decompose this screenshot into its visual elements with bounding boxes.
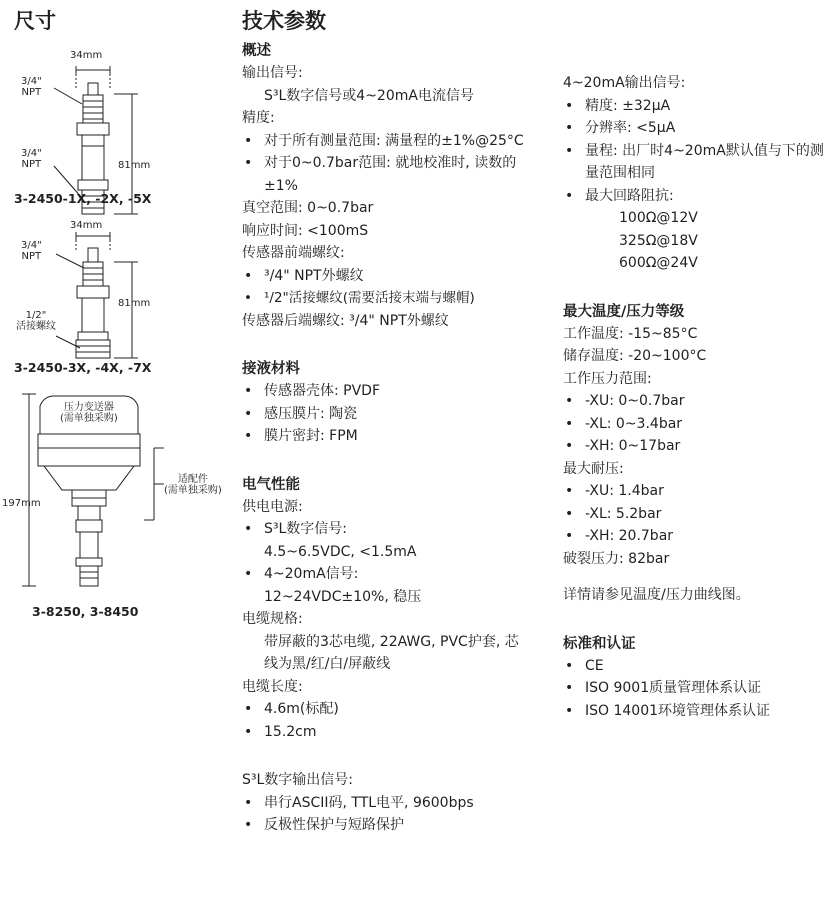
dim-npt-top-2: 3/4" NPT [21,240,42,262]
loop-impedance: 600Ω@24V [619,255,698,271]
cable-length-item: • 15.2cm [242,721,532,744]
dim-width-2: 34mm [70,220,103,231]
ma-output-item: • 最大回路阻抗: [563,185,825,208]
ma-output-label: 4~20mA输出信号: [563,75,686,91]
specs-title: 技术参数 [242,9,326,33]
front-thread-label: 传感器前端螺纹: [242,245,345,261]
ma-output-item: • 量程: 出厂时4~20mA默认值与下的测量范围相同 [563,140,825,185]
max-pressure-item: • -XU: 1.4bar [563,480,825,503]
dim-union-2: 1/2" 活接螺纹 [16,310,56,332]
electrical-heading: 电气性能 [242,476,300,493]
s3l-output-label: S³L数字输出信号: [242,772,354,788]
pressure-range-item: • -XH: 0~17bar [563,435,825,458]
cable-length-item: • 4.6m(标配) [242,698,532,721]
front-thread-item: • ³/4" NPT外螺纹 [242,265,532,288]
burst-pressure: 破裂压力: 82bar [563,550,670,567]
s3l-supply-label: • S³L数字信号: [242,518,532,541]
standards-heading: 标准和认证 [563,635,636,652]
accuracy-item: • 对于所有测量范围: 满量程的±1%@25°C [242,130,532,153]
cable-value: 带屏蔽的3芯电缆, 22AWG, PVC护套, 芯线为黑/红/白/屏蔽线 [264,633,519,672]
label-fitting: 适配件 (需单独采购) [164,474,222,496]
cable-length-label: 电缆长度: [242,678,303,695]
max-pressure-label: 最大耐压: [563,460,624,477]
accuracy-item: • 对于0~0.7bar范围: 就地校准时, 读数的±1% [242,152,532,197]
vacuum-range: 真空范围: 0~0.7bar [242,200,374,216]
accuracy-label: 精度: [242,110,275,126]
dimensions-title: 尺寸 [14,9,56,33]
output-label: 输出信号: [242,65,303,81]
wetted-item: • 感压膜片: 陶瓷 [242,403,532,426]
s3l-output-item: • 串行ASCII码, TTL电平, 9600bps [242,792,532,815]
standard-item: • ISO 9001质量管理体系认证 [563,677,825,700]
standard-item: • CE [563,655,825,678]
label-transmitter: 压力变送器 (需单独采购) [60,402,118,424]
loop-impedance: 325Ω@18V [619,232,698,249]
s3l-output-item: • 反极性保护与短路保护 [242,814,532,837]
ma-output-item: • 分辨率: <5μA [563,117,825,140]
dim-height-2: 81mm [118,298,151,309]
dimensions-column [2,8,229,898]
curve-note: 详情请参见温度/压力曲线图。 [563,587,750,603]
rear-thread: 传感器后端螺纹: ³/4" NPT外螺纹 [242,312,449,329]
wetted-item: • 膜片密封: FPM [242,425,532,448]
front-thread-item: • ¹/2"活接螺纹(需要活接末端与螺帽) [242,287,532,310]
response-time: 响应时间: <100mS [242,222,369,239]
specs-column-1 [242,8,532,837]
wetted-heading: 接液材料 [242,361,300,377]
overview-heading: 概述 [242,43,271,59]
standard-item: • ISO 14001环境管理体系认证 [563,700,825,723]
dim-npt-top-1: 3/4" NPT [21,76,42,98]
pressure-range-label: 工作压力范围: [563,370,652,387]
ma-supply-label: • 4~20mA信号: [242,563,532,586]
dim-height-1: 81mm [118,160,151,171]
dim-npt-bottom-1: 3/4" NPT [21,148,42,170]
output-value: S³L数字信号或4~20mA电流信号 [264,87,474,104]
sensor-outline-2 [14,216,229,356]
storage-temp: 储存温度: -20~100°C [563,348,707,364]
temp-pressure-heading: 最大温度/压力等级 [563,303,685,320]
specs-column-2 [563,72,825,722]
max-pressure-item: • -XL: 5.2bar [563,503,825,526]
ma-output-item: • 精度: ±32μA [563,95,825,118]
ma-supply-value: 12~24VDC±10%, 稳压 [264,588,422,605]
dim-width-1: 34mm [70,50,103,61]
cable-label: 电缆规格: [242,611,303,627]
wetted-item: • 传感器壳体: PVDF [242,380,532,403]
supply-label: 供电电源: [242,498,303,515]
loop-impedance: 100Ω@12V [619,210,698,226]
s3l-supply-value: 4.5~6.5VDC, <1.5mA [264,543,417,560]
pressure-range-item: • -XL: 0~3.4bar [563,413,825,436]
max-pressure-item: • -XH: 20.7bar [563,525,825,548]
pressure-range-item: • -XU: 0~0.7bar [563,390,825,413]
dim-height-3: 197mm [2,498,41,509]
caption-fig-3: 3-8250, 3-8450 [32,604,139,619]
caption-fig-2: 3-2450-3X, -4X, -7X [14,360,152,375]
caption-fig-1: 3-2450-1X, -2X, -5X [14,191,152,206]
operating-temp: 工作温度: -15~85°C [563,325,698,342]
